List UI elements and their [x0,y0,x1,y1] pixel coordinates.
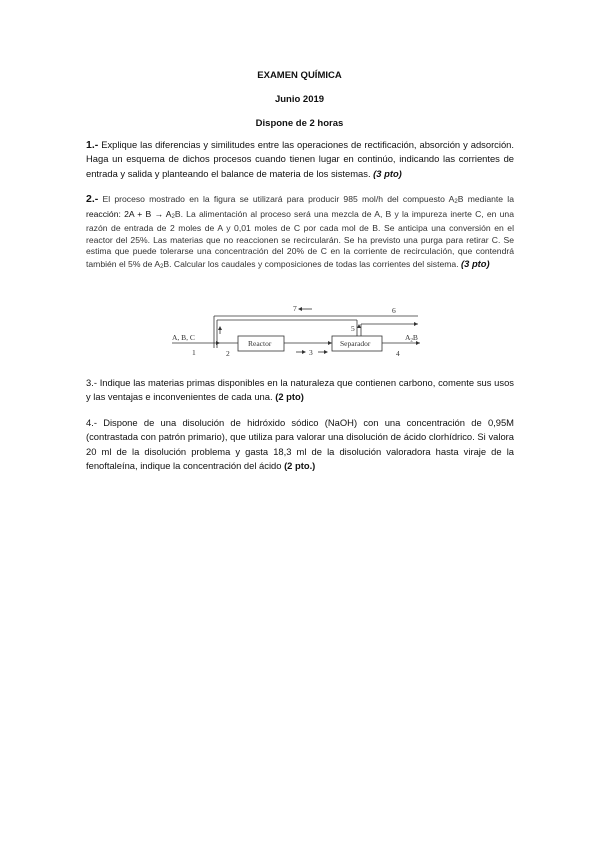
label-stream-6: 6 [392,306,396,315]
exam-duration: Dispone de 2 horas [255,118,344,129]
question-2-points: (3 pto) [461,257,490,269]
label-product: $A_2B$ [405,333,418,344]
question-3-text: 3.- Indique las materias primas disponibles en la naturaleza que contienen carbono, comente sus usos y las ventajas e inconvenientes de cada una. [86,377,514,403]
arrow-stream-3 [324,350,328,354]
process-flow-diagram [170,300,430,362]
label-separator: Separador [340,339,371,348]
label-stream-2: 2 [226,349,230,358]
arrow-feed [216,341,220,345]
exam-title: EXAMEN QUÍMICA [257,70,342,81]
question-2-sub-a: 2 [454,199,458,205]
question-1 [86,138,514,181]
question-2 [86,194,514,274]
label-reactor: Reactor [248,339,272,348]
label-stream-1: 1 [192,348,196,357]
arrow-purge [414,322,418,326]
question-2-text-c: B. La alimentación al proceso será una mezcla de A, B y la impureza inerte C, en una razón de entrada de 2 moles de A y 0,01 moles de C por cada mol de B. Se anticipa una conversión en el reactor del 25%. Las materias que no reaccionen se recircularán. Se ha previsto una purga para retirar C. Se estima que puede tolerarse una concentración del 20% de C en la corriente de recirculación, que contendrá también el 5% de A [86,208,514,269]
label-stream-3: 3 [309,348,313,357]
question-3 [86,376,514,405]
label-stream-4: 4 [396,349,400,358]
question-1-number: 1.- [86,139,99,151]
question-4-points: (2 pto.) [284,460,316,472]
question-1-text: Explique las diferencias y similitudes entre las operaciones de rectificación, absorción y adsorción. Haga un esquema de dichos procesos cuando tienen lugar en continúo, indicando las corrientes de entrada y salida y planteando el balance de materia de los sistemas. [86,139,514,179]
label-feed: A, B, C [172,333,195,342]
label-stream-7: 7 [293,304,297,313]
question-2-reaction-label: reacción [86,208,119,219]
question-1-points: (3 pto) [373,167,402,179]
question-2-text-b: B mediante la [457,194,514,204]
question-2-number: 2.- [86,193,99,205]
question-2-text-d: B. Calcular los caudales y composiciones de todas las corrientes del sistema. [163,258,461,269]
question-2-sub-c: 2 [160,263,164,270]
arrow-stream-3b [302,350,306,354]
arrow-to-separator [328,341,332,345]
arrow-separator-up [357,324,361,328]
exam-date: Junio 2019 [274,94,325,105]
label-stream-5: 5 [351,324,355,333]
arrow-mixer [218,326,222,330]
arrow-recycle [298,307,302,311]
question-2-sub-b: 2 [171,213,175,220]
question-2-reaction-eq: : 2A + B → A [118,208,172,219]
question-3-points: (2 pto) [275,391,304,403]
question-2-text-a: El proceso mostrado en la figura se utilizará para producir 985 mol/h del compuesto A [98,194,455,204]
question-4-text: 4.- Dispone de una disolución de hidróxido sódico (NaOH) con una concentración de 0,95M (contrastada con patrón primario), que utiliza para valorar una disolución de ácido clorhídrico. Si valora 20 ml de la disolución problema y gasta 18,3 ml de la disolución valoradora hasta viraje de la fenoftaleína, indique la concentración del ácido [86,417,514,472]
question-4 [86,416,514,474]
